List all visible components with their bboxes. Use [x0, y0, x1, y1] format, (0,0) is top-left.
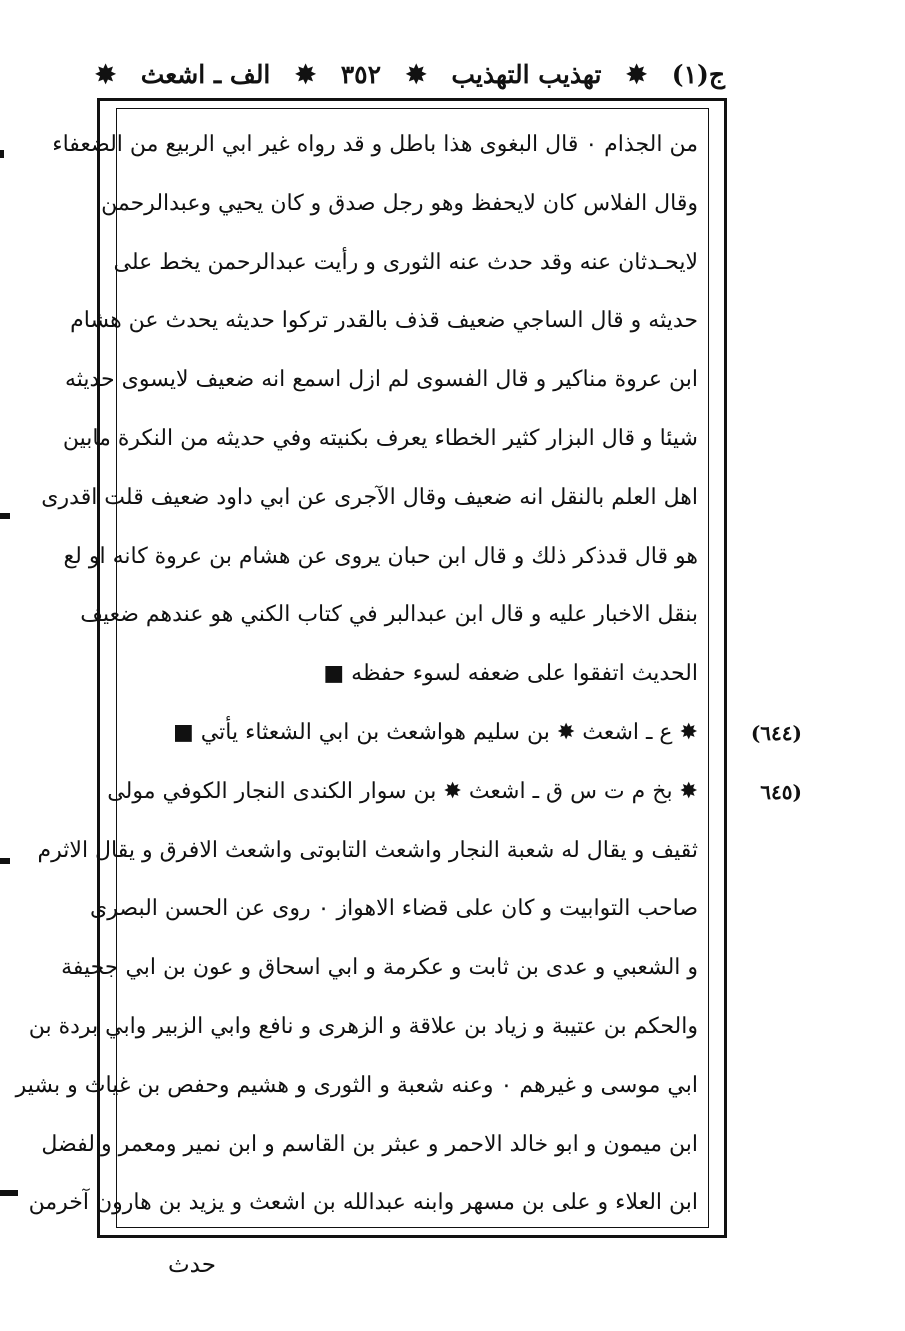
text-line: شيئا و قال البزار كثير الخطاء يعرف بكنيته وفي حديثه من النكرة مابين	[62, 425, 698, 451]
ornament-star-icon: ✸	[95, 59, 117, 89]
volume-label: ج(۱)	[671, 59, 725, 89]
text-line: بنقل الاخبار عليه و قال ابن عبدالبر في كتاب الكني هو عندهم ضعيف	[80, 602, 698, 628]
scan-edge-mark	[0, 513, 10, 519]
text-line: وقال الفلاس كان لايحفظ وهو رجل صدق و كان يحيي وعبدالرحمن	[101, 190, 698, 216]
text-line: و الشعبي و عدى بن ثابت و عكرمة و ابي اسحاق و عون بن ابي جحيفة	[61, 955, 698, 981]
text-line: ✸ بخ م ت س ق ـ اشعث ✸ بن سوار الكندى النجار الكوفي مولى	[107, 778, 698, 804]
text-line: ابن ميمون و ابو خالد الاحمر و عبثر بن القاسم و ابن نمير ومعمر والفضل	[41, 1131, 698, 1157]
text-line: ابن عروة مناكير و قال الفسوى لم ازل اسمع انه ضعيف لايسوى حديثه	[64, 367, 698, 393]
text-line: هو قال قدذكر ذلك و قال ابن حبان يروى عن هشام بن عروة كانه او لع	[63, 543, 698, 569]
ornament-star-icon: ✸	[295, 59, 317, 89]
book-title: تهذيب التهذيب	[451, 59, 602, 89]
text-line: حديثه و قال الساجي ضعيف قذف بالقدر تركوا حديثه يحدث عن هشام	[70, 308, 698, 334]
page-number: ٣٥٢	[340, 59, 382, 89]
catchword: حدث	[168, 1252, 216, 1278]
entry-number: (٦٤٤)	[750, 721, 802, 745]
page-header	[95, 52, 725, 96]
scan-edge-mark	[0, 1190, 18, 1196]
text-line: ثقيف و يقال له شعبة النجار واشعث التابوتى واشعث الافرق و يقال الاثرم	[37, 837, 698, 863]
text-line: الحديث اتفقوا على ضعفه لسوء حفظه ■	[323, 661, 698, 687]
text-line: ✸ ع ـ اشعث ✸ بن سليم هواشعث بن ابي الشعثاء يأتي ■	[173, 719, 698, 745]
scan-edge-mark	[0, 150, 4, 158]
text-line: لايحـدثان عنه وقد حدث عنه الثورى و رأيت عبدالرحمن يخط على	[113, 249, 698, 275]
scan-edge-mark	[0, 858, 10, 864]
text-line: من الجذام ٠ قال البغوى هذا باطل و قد رواه غير ابي الربيع من الضعفاء	[52, 132, 698, 157]
section-title: الف ـ اشعث	[140, 59, 271, 89]
text-line: ابي موسى و غيرهم ٠ وعنه شعبة و الثورى و هشيم وحفص بن غياث و بشير	[15, 1072, 698, 1098]
body-text	[15, 116, 698, 1233]
text-line: والحكم بن عتيبة و زياد بن علاقة و الزهرى و نافع وابي الزبير وابي بردة بن	[28, 1013, 698, 1039]
ornament-star-icon: ✸	[626, 59, 648, 89]
entry-number: (٦٤٥	[760, 779, 802, 804]
ornament-star-icon: ✸	[405, 59, 427, 89]
text-line: اهل العلم بالنقل انه ضعيف وقال الآجرى عن ابي داود ضعيف قلت اقدرى	[41, 484, 698, 510]
text-line: صاحب التوابيت و كان على قضاء الاهواز ٠ روى عن الحسن البصرى	[90, 896, 698, 922]
text-line: ابن العلاء و على بن مسهر وابنه عبدالله بن اشعث و يزيد بن هارون آخرمن	[28, 1190, 698, 1216]
